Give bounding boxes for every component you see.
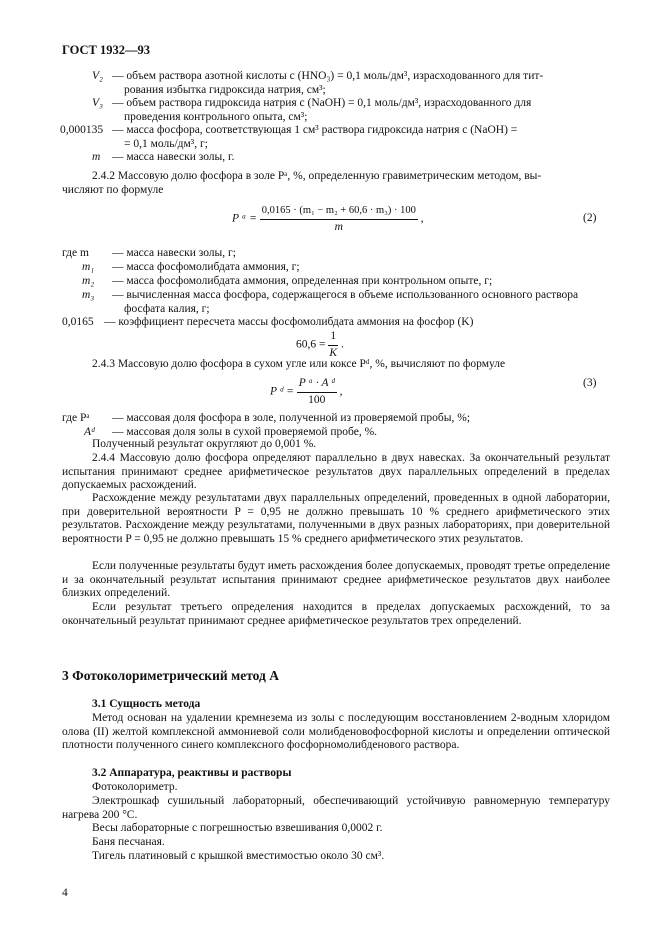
paragraph-divergence: Расхождение между результатами двух параллельных определений, проведенных в одной лаборатории, при доверительной вероятности P = 0,95 не должно превышать 10 % среднего арифметического этих результатов. Расхождение между результатами, полученными в двух разных лабораториях, при доверительной вероятности P = 0,95 не должно превышать 15 % среднего арифметического этих результатов. xyxy=(62,492,610,545)
paragraph-2-4-2: 2.4.2 Массовую долю фосфора в золе Pᵃ, %, определенную гравиметрическим методом, вы- xyxy=(92,170,542,182)
def-text-cont: = 0,1 моль/дм³, г; xyxy=(124,137,208,150)
formula-3: P ᵈ = $\frac{\text{P ᵃ · A ᵈ}}{100}$ , xyxy=(270,377,343,406)
def-symbol: 0,000135 xyxy=(60,124,104,136)
def-item-m xyxy=(60,151,608,165)
formula-k: 60,6 = $\frac{1}{K}$ . xyxy=(296,330,344,359)
def-item-v2 xyxy=(60,70,608,97)
def-symbol: m xyxy=(92,151,101,163)
formula-2-fraction: $\frac{\text{0,0165 · (m₁ − m₂ + 60,6 · m₃) · 100}}{m}$ xyxy=(261,205,416,233)
subsection-3-2-heading: 3.2 Аппаратура, реактивы и растворы xyxy=(92,767,292,779)
def-item: m₁ — масса фосфомолибдата аммония, г; xyxy=(82,261,300,273)
paragraph-2-4-2-cont: числяют по формуле xyxy=(62,184,164,196)
def-text: — масса навески золы, г. xyxy=(112,151,235,163)
paragraph-2-4-3: 2.4.3 Массовую долю фосфора в сухом угле или коксе Pᵈ, %, вычисляют по формуле xyxy=(92,358,506,370)
paragraph-third-result: Если результат третьего определения находится в пределах допускаемых расхождений, то за окончательный результат принимают среднее арифметическое результатов трех определений. xyxy=(62,601,610,627)
paragraph-rounding: Полученный результат округляют до 0,001 %. xyxy=(92,438,317,450)
def-symbol: V₂ xyxy=(92,70,104,82)
subsection-3-1-heading: 3.1 Сущность метода xyxy=(92,698,201,710)
paragraph-3-1: Метод основан на удалении кремнезема из золы с последующим восстановлением 2-водным хлоридом олова (II) желтой комплексной аммониевой соли молибденовофосфорной кислоты и определении оптической плотности полученного синего комплексного фосфорномолибденового раствора. xyxy=(62,712,610,752)
formula-2-number: (2) xyxy=(583,212,597,224)
def-text: — масса фосфора, соответствующая 1 см³ раствора гидроксида натрия c (NaOH) = xyxy=(112,124,518,136)
definitions-list-3 xyxy=(60,412,608,440)
equipment-item: Электрошкаф сушильный лабораторный, обеспечивающий устойчивую равномерную температуру нагрева 200 °С. xyxy=(62,795,610,821)
def-text: — объем раствора азотной кислоты c (HNO₃) = 0,1 моль/дм³, израсходованного для тит- xyxy=(112,70,544,82)
equipment-item: Весы лабораторные с погрешностью взвешивания 0,0002 г. xyxy=(92,822,383,834)
def-symbol: V₃ xyxy=(92,97,104,109)
def-item: Aᵈ — массовая доля золы в сухой проверяемой пробе, %. xyxy=(84,426,378,438)
formula-2: P ᵃ = $\frac{\text{0,0165 · (m₁ − m₂ + 60,6 · m₃) · 100}}{m}$ , xyxy=(232,205,424,233)
def-text: — объем раствора гидроксида натрия c (NaOH) = 0,1 моль/дм³, израсходованного для xyxy=(112,97,532,109)
equipment-item: Баня песчаная. xyxy=(92,836,165,848)
def-item: m₃ — вычисленная масса фосфора, содержащегося в объеме использованного основного раствора фосфата калия, г; xyxy=(82,289,579,315)
paragraph-2-4-4: 2.4.4 Массовую долю фосфора определяют параллельно в двух навесках. За окончательный результат испытания принимают среднее арифметическое результатов двух параллельных определений в пределах допускаемых расхождений. xyxy=(62,452,610,492)
def-item: 0,0165 — коэффициент пересчета массы фосфомолибдата аммония на фосфор (K) xyxy=(62,316,474,328)
def-item-v3 xyxy=(60,97,608,124)
def-text-cont: проведения контрольного опыта, см³; xyxy=(124,110,308,123)
equipment-item: Тигель платиновый с крышкой вместимостью около 30 см³. xyxy=(92,850,385,862)
def-item: m₂ — масса фосфомолибдата аммония, определенная при контрольном опыте, г; xyxy=(82,275,493,287)
definitions-list-1 xyxy=(60,70,608,165)
section-3-heading: 3 Фотоколориметрический метод А xyxy=(62,668,279,683)
def-item: где m — масса навески золы, г; xyxy=(62,247,236,259)
equipment-item: Фотоколориметр. xyxy=(92,781,178,793)
page-number: 4 xyxy=(62,887,68,899)
def-item: где Pᵃ — массовая доля фосфора в золе, полученной из проверяемой пробы, %; xyxy=(62,412,471,424)
formula-3-number: (3) xyxy=(583,377,597,389)
def-text-cont: рования избытка гидроксида натрия, см³; xyxy=(124,83,326,96)
definitions-list-2 xyxy=(60,247,608,330)
document-header: ГОСТ 1932—93 xyxy=(62,43,151,57)
paragraph-third-determination: Если полученные результаты будут иметь расхождения более допускаемых, проводят третье определение и за окончательный результат испытания принимают среднее арифметическое результатов двух наиболее близких определений. xyxy=(62,560,610,600)
def-item-coef xyxy=(60,124,608,151)
